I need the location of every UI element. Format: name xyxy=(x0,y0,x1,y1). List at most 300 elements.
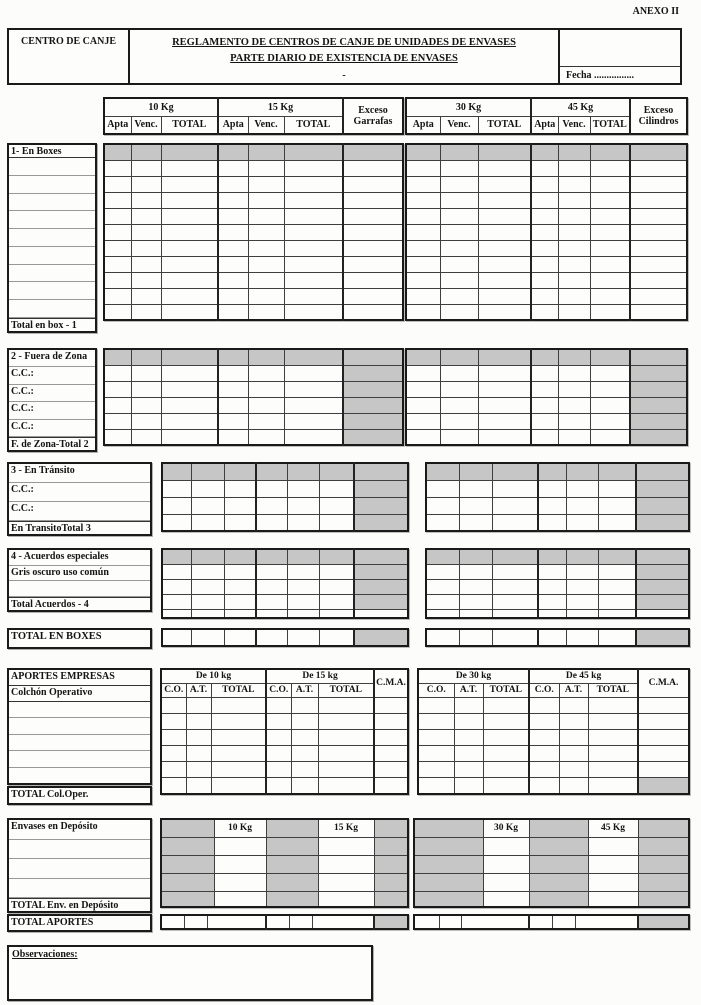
grid-cell xyxy=(559,777,588,794)
grid-cell xyxy=(266,915,289,929)
grid-cell xyxy=(343,208,403,224)
grid-cell xyxy=(638,855,689,873)
weight-group-15kg: 15 Kg xyxy=(218,98,343,116)
grid-cell xyxy=(531,208,558,224)
grid-cell xyxy=(598,480,636,497)
grid-cell xyxy=(426,564,459,579)
grid-cell xyxy=(531,429,558,445)
grid-cell xyxy=(590,160,630,176)
table-row xyxy=(104,98,403,116)
date-cell xyxy=(560,30,680,83)
grid-cell xyxy=(131,349,161,365)
grid-cell xyxy=(224,463,256,480)
section1-title: 1- En Boxes xyxy=(9,145,95,158)
grid-cell xyxy=(162,609,191,618)
grid-cell xyxy=(454,713,483,729)
table-row xyxy=(104,381,403,397)
grid-cell xyxy=(161,304,218,320)
grid-cell xyxy=(558,224,590,240)
grid-cell xyxy=(598,564,636,579)
grid-cell xyxy=(218,144,248,160)
grid-cell xyxy=(588,697,638,713)
grid-cell xyxy=(186,697,211,713)
grid-cell xyxy=(224,629,256,646)
table-row xyxy=(426,609,689,618)
section1-total-label: Total en box - 1 xyxy=(9,318,95,331)
grid-cell xyxy=(284,288,343,304)
grid-cell xyxy=(161,819,214,837)
grid-cell xyxy=(104,397,131,413)
grid-cell xyxy=(492,579,538,594)
grid-cell xyxy=(318,855,374,873)
grid-cell xyxy=(459,609,492,618)
section3-title: 3 - En Tránsito xyxy=(9,464,150,483)
label-row xyxy=(9,859,150,879)
static-element xyxy=(426,629,689,646)
table-row xyxy=(161,777,408,794)
grid-cell xyxy=(440,381,478,397)
grid-cell xyxy=(440,208,478,224)
grid-cell xyxy=(559,713,588,729)
grid-cell xyxy=(531,256,558,272)
weight-group-10kg: 10 Kg xyxy=(104,98,218,116)
subcol-venc: Venc. xyxy=(131,116,161,134)
garrafas-line2: Garrafas xyxy=(353,116,393,127)
grid-cell xyxy=(590,365,630,381)
table-row xyxy=(104,413,403,429)
table-row xyxy=(406,288,687,304)
grid-cell xyxy=(248,413,284,429)
grid-cell xyxy=(218,224,248,240)
grid-cell xyxy=(529,837,588,855)
grid-cell xyxy=(354,497,408,514)
cma-header: C.M.A. xyxy=(374,669,408,697)
grid-cell xyxy=(478,272,531,288)
grid-cell xyxy=(312,915,374,929)
table-row xyxy=(161,837,408,855)
grid-cell xyxy=(374,855,408,873)
grid-cell xyxy=(218,413,248,429)
grid-cell xyxy=(630,365,687,381)
grid-cell xyxy=(483,777,529,794)
grid-cell xyxy=(162,497,191,514)
grid-cell xyxy=(354,609,408,618)
grid-cell xyxy=(287,497,319,514)
grid-cell xyxy=(558,381,590,397)
grid-cell xyxy=(162,629,191,646)
grid-cell xyxy=(459,579,492,594)
grid-cell xyxy=(531,224,558,240)
grid-cell xyxy=(104,381,131,397)
annex-label: ANEXO II xyxy=(632,6,679,17)
grid-cell xyxy=(426,497,459,514)
grid-cell xyxy=(529,745,559,761)
grid-cell xyxy=(406,288,440,304)
grid-cell xyxy=(459,463,492,480)
grid-cell xyxy=(354,594,408,609)
grid-cell xyxy=(406,240,440,256)
grid-cell xyxy=(588,837,638,855)
grid-cell xyxy=(492,564,538,579)
section2-grid-left xyxy=(103,348,404,446)
table-row xyxy=(162,497,408,514)
grid-cell xyxy=(459,480,492,497)
grid-cell xyxy=(492,514,538,531)
observaciones-box xyxy=(7,945,373,1001)
table-row xyxy=(406,272,687,288)
grid-cell xyxy=(131,288,161,304)
grid-cell xyxy=(211,729,266,745)
grid-cell xyxy=(354,549,408,564)
grid-cell xyxy=(538,480,566,497)
section3-grid-right xyxy=(425,462,690,532)
grid-cell xyxy=(211,777,266,794)
grid-cell xyxy=(354,480,408,497)
grid-cell xyxy=(459,514,492,531)
grid-cell xyxy=(478,304,531,320)
grid-cell xyxy=(598,463,636,480)
table-row xyxy=(162,609,408,618)
grid-cell xyxy=(440,288,478,304)
grid-cell xyxy=(218,240,248,256)
grid-cell xyxy=(406,304,440,320)
table-row xyxy=(406,429,687,445)
grid-cell xyxy=(104,208,131,224)
grid-cell xyxy=(211,745,266,761)
table-row xyxy=(406,192,687,208)
grid-cell xyxy=(161,365,218,381)
grid-cell xyxy=(426,549,459,564)
grid-cell xyxy=(104,160,131,176)
observaciones-label: Observaciones: xyxy=(12,949,78,960)
deposito-grid-right xyxy=(413,818,690,908)
grid-cell xyxy=(426,463,459,480)
grid-cell xyxy=(224,549,256,564)
grid-cell xyxy=(284,144,343,160)
aportes-group-10kg: De 10 kg xyxy=(161,669,266,683)
grid-cell xyxy=(638,891,689,907)
grid-cell xyxy=(638,697,689,713)
grid-cell xyxy=(590,413,630,429)
subcol-total: TOTAL xyxy=(588,683,638,697)
grid-cell xyxy=(291,729,318,745)
grid-cell xyxy=(354,629,408,646)
grid-cell xyxy=(284,381,343,397)
aportes-title: APORTES EMPRESAS xyxy=(9,670,150,686)
grid-cell xyxy=(538,629,566,646)
table-row xyxy=(426,549,689,564)
grid-cell xyxy=(590,381,630,397)
grid-cell xyxy=(191,463,224,480)
grid-cell xyxy=(529,855,588,873)
grid-cell xyxy=(630,304,687,320)
grid-cell xyxy=(161,873,214,891)
grid-cell xyxy=(558,208,590,224)
static-element xyxy=(161,819,408,907)
table-row xyxy=(406,413,687,429)
table-row xyxy=(414,891,689,907)
grid-cell xyxy=(638,777,689,794)
grid-cell xyxy=(131,256,161,272)
grid-header-right xyxy=(405,97,688,135)
grid-cell xyxy=(638,713,689,729)
grid-cell xyxy=(266,729,291,745)
grid-cell xyxy=(440,160,478,176)
subcol-at: A.T. xyxy=(291,683,318,697)
grid-cell xyxy=(558,256,590,272)
exceso-line1: Exceso xyxy=(643,105,674,116)
grid-cell xyxy=(161,208,218,224)
grid-cell xyxy=(161,837,214,855)
grid-cell xyxy=(266,697,291,713)
grid-cell xyxy=(483,729,529,745)
static-element xyxy=(161,915,408,929)
grid-cell xyxy=(439,915,461,929)
grid-cell xyxy=(566,497,598,514)
grid-cell xyxy=(478,349,531,365)
grid-cell xyxy=(483,713,529,729)
grid-cell xyxy=(318,837,374,855)
grid-cell xyxy=(558,176,590,192)
grid-cell xyxy=(440,349,478,365)
grid-cell xyxy=(598,514,636,531)
grid-cell xyxy=(529,713,559,729)
section1-label-box xyxy=(7,143,97,333)
grid-cell xyxy=(630,240,687,256)
grid-cell xyxy=(531,240,558,256)
table-row xyxy=(414,873,689,891)
grid-cell xyxy=(287,579,319,594)
label-row xyxy=(9,879,150,899)
grid-cell xyxy=(538,609,566,618)
grid-cell xyxy=(354,514,408,531)
grid-cell xyxy=(478,397,531,413)
total-aportes-label: TOTAL APORTES xyxy=(11,917,94,928)
subcol-co: C.O. xyxy=(418,683,454,697)
grid-cell xyxy=(218,304,248,320)
cc-row-label: C.C.: xyxy=(9,385,95,402)
label-row xyxy=(9,194,95,212)
static-element xyxy=(162,549,408,618)
grid-cell xyxy=(559,745,588,761)
grid-cell xyxy=(636,609,689,618)
grid-cell xyxy=(131,304,161,320)
grid-cell xyxy=(630,413,687,429)
grid-cell xyxy=(191,609,224,618)
grid-cell xyxy=(590,272,630,288)
static-element xyxy=(104,349,403,445)
table-row xyxy=(406,240,687,256)
grid-cell xyxy=(558,413,590,429)
label-row xyxy=(9,768,150,783)
static-element xyxy=(414,819,689,907)
table-row xyxy=(162,629,408,646)
form-title-line2: PARTE DIARIO DE EXISTENCIA DE ENVASES xyxy=(230,53,458,65)
exceso-garrafas-header xyxy=(343,98,403,134)
grid-cell xyxy=(636,463,689,480)
grid-cell xyxy=(104,272,131,288)
grid-cell xyxy=(558,397,590,413)
grid-cell xyxy=(459,497,492,514)
grid-cell xyxy=(191,497,224,514)
grid-cell xyxy=(529,729,559,745)
table-row xyxy=(426,564,689,579)
grid-cell xyxy=(256,579,287,594)
grid-cell xyxy=(461,915,529,929)
grid-cell xyxy=(478,288,531,304)
total-en-boxes-label-box xyxy=(7,628,152,649)
table-row xyxy=(406,349,687,365)
grid-cell xyxy=(566,463,598,480)
total-en-boxes-grid-right xyxy=(425,628,690,647)
grid-cell xyxy=(406,144,440,160)
label-row xyxy=(9,840,150,860)
grid-cell xyxy=(287,629,319,646)
grid-cell xyxy=(598,609,636,618)
grid-cell xyxy=(590,208,630,224)
grid-cell xyxy=(104,224,131,240)
grid-cell xyxy=(459,594,492,609)
grid-cell xyxy=(161,224,218,240)
grid-cell xyxy=(374,915,408,929)
table-row xyxy=(414,819,689,837)
table-row xyxy=(406,224,687,240)
grid-cell xyxy=(418,713,454,729)
deposito-45kg-header: 45 Kg xyxy=(588,819,638,837)
grid-cell xyxy=(248,208,284,224)
grid-cell xyxy=(287,514,319,531)
grid-cell xyxy=(289,915,312,929)
table-row xyxy=(426,463,689,480)
grid-cell xyxy=(426,609,459,618)
section4-grid-right xyxy=(425,548,690,619)
grid-cell xyxy=(248,256,284,272)
grid-cell xyxy=(630,381,687,397)
grid-cell xyxy=(161,855,214,873)
grid-cell xyxy=(531,397,558,413)
grid-cell xyxy=(343,429,403,445)
aportes-label-box xyxy=(7,668,152,785)
grid-cell xyxy=(161,288,218,304)
section2-title: 2 - Fuera de Zona xyxy=(9,350,95,367)
grid-cell xyxy=(598,549,636,564)
grid-cell xyxy=(636,579,689,594)
grid-cell xyxy=(478,224,531,240)
grid-cell xyxy=(214,873,266,891)
grid-cell xyxy=(104,240,131,256)
grid-cell xyxy=(161,176,218,192)
subcol-total: TOTAL xyxy=(590,116,630,134)
table-row xyxy=(406,144,687,160)
grid-cell xyxy=(248,192,284,208)
grid-header-left xyxy=(103,97,404,135)
table-row xyxy=(161,669,408,683)
grid-cell xyxy=(406,365,440,381)
grid-cell xyxy=(191,514,224,531)
aportes-subtitle: Colchón Operativo xyxy=(9,686,150,702)
grid-cell xyxy=(131,160,161,176)
grid-cell xyxy=(319,463,354,480)
grid-cell xyxy=(266,873,318,891)
total-en-boxes-label: TOTAL EN BOXES xyxy=(11,631,102,642)
grid-cell xyxy=(291,777,318,794)
subcol-at: A.T. xyxy=(559,683,588,697)
grid-cell xyxy=(478,144,531,160)
grid-cell xyxy=(630,397,687,413)
grid-cell xyxy=(161,272,218,288)
grid-cell xyxy=(418,729,454,745)
table-row xyxy=(406,397,687,413)
grid-cell xyxy=(418,777,454,794)
grid-cell xyxy=(374,837,408,855)
grid-cell xyxy=(630,160,687,176)
subcol-at: A.T. xyxy=(454,683,483,697)
grid-cell xyxy=(406,413,440,429)
grid-cell xyxy=(478,256,531,272)
grid-cell xyxy=(266,855,318,873)
grid-cell xyxy=(406,192,440,208)
grid-cell xyxy=(454,729,483,745)
deposito-15kg-header: 15 Kg xyxy=(318,819,374,837)
static-element xyxy=(426,549,689,618)
grid-cell xyxy=(284,272,343,288)
grid-cell xyxy=(588,761,638,777)
grid-cell xyxy=(406,349,440,365)
grid-cell xyxy=(406,397,440,413)
grid-cell xyxy=(566,480,598,497)
grid-cell xyxy=(440,413,478,429)
grid-cell xyxy=(483,855,529,873)
grid-cell xyxy=(186,777,211,794)
grid-cell xyxy=(406,256,440,272)
table-row xyxy=(104,208,403,224)
grid-cell xyxy=(478,413,531,429)
grid-cell xyxy=(638,729,689,745)
grid-cell xyxy=(426,594,459,609)
table-row xyxy=(406,304,687,320)
grid-cell xyxy=(319,629,354,646)
grid-cell xyxy=(454,761,483,777)
grid-cell xyxy=(287,564,319,579)
grid-cell xyxy=(131,208,161,224)
grid-cell xyxy=(318,745,374,761)
grid-cell xyxy=(319,579,354,594)
static-element xyxy=(104,98,403,134)
grid-cell xyxy=(440,144,478,160)
grid-cell xyxy=(214,855,266,873)
grid-cell xyxy=(104,144,131,160)
grid-cell xyxy=(319,594,354,609)
table-row xyxy=(104,176,403,192)
grid-cell xyxy=(186,761,211,777)
grid-cell xyxy=(558,144,590,160)
grid-cell xyxy=(131,272,161,288)
table-row xyxy=(104,272,403,288)
grid-cell xyxy=(590,288,630,304)
grid-cell xyxy=(590,224,630,240)
grid-cell xyxy=(406,208,440,224)
aportes-group-30kg: De 30 kg xyxy=(418,669,529,683)
grid-cell xyxy=(284,256,343,272)
grid-cell xyxy=(483,837,529,855)
grid-cell xyxy=(256,629,287,646)
table-row xyxy=(104,304,403,320)
grid-cell xyxy=(478,176,531,192)
grid-cell xyxy=(454,745,483,761)
grid-cell xyxy=(256,514,287,531)
grid-cell xyxy=(284,240,343,256)
subcol-venc: Venc. xyxy=(248,116,284,134)
